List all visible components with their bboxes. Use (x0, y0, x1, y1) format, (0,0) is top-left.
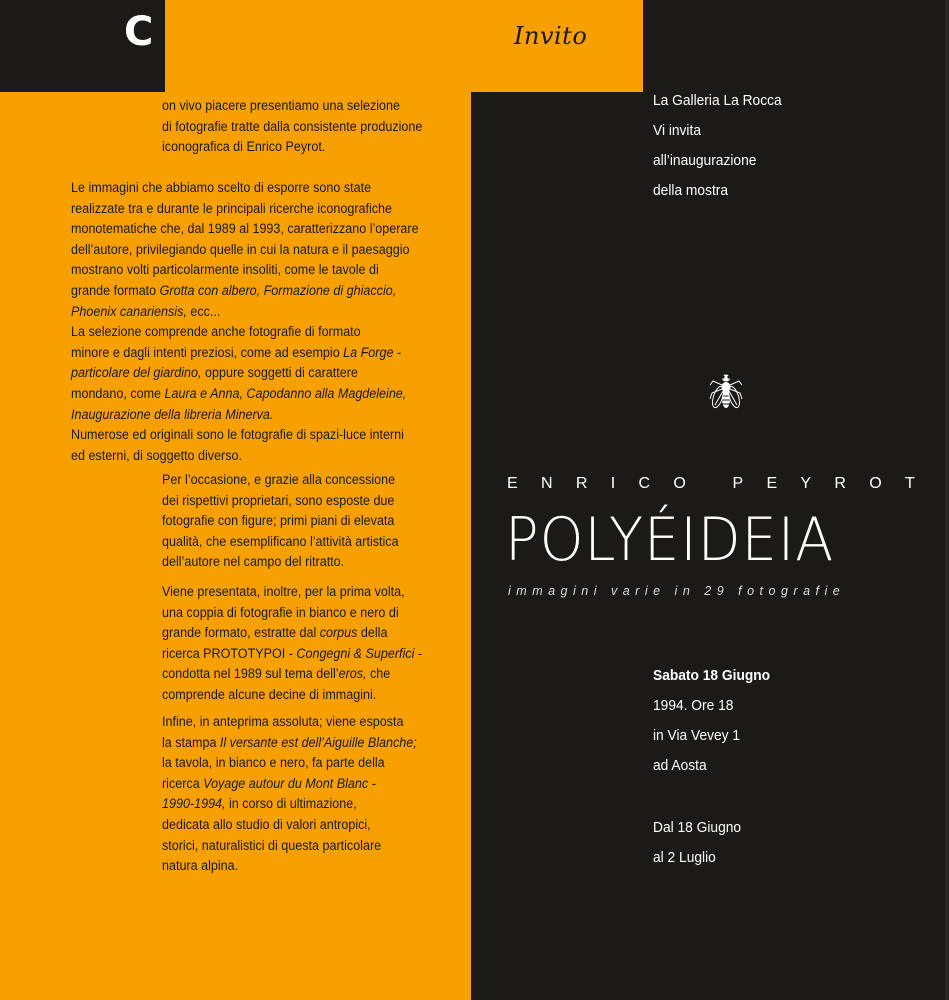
exhibition-title: POLYÉIDEIA (505, 505, 835, 575)
text-line: Le immagini che abbiamo scelto di esporre sono state (71, 180, 372, 195)
text-line: storici, naturalistici di questa particolare (162, 837, 382, 853)
invite-line: Vi invita (653, 123, 701, 139)
selection-paragraph (71, 178, 419, 466)
exhibition-subtitle: immagini varie in 29 fotografie (508, 584, 846, 598)
work-title: eros, (338, 666, 367, 682)
invite-line: all’inaugurazione (653, 153, 757, 169)
work-title: Congegni & Superfici (296, 645, 415, 661)
portrait-paragraph (162, 470, 399, 573)
text-line: dei rispettivi proprietari, sono esposte due (162, 492, 395, 508)
period-line: al 2 Luglio (653, 850, 716, 866)
text-line: ed esterni, di soggetto diverso. (71, 447, 242, 463)
page-edge (945, 0, 949, 1000)
author-letter: E (507, 475, 518, 492)
fly-icon (708, 371, 744, 413)
text-line (162, 774, 417, 795)
author-letter: I (610, 475, 616, 492)
author-letter: T (905, 475, 915, 492)
text-line (71, 343, 419, 364)
text-run: ricerca (162, 775, 204, 791)
text-line: Numerose ed originali sono le fotografie di spazi-luce interni (71, 427, 404, 443)
author-letter: O (869, 475, 882, 492)
text-run: - (414, 645, 423, 661)
author-letter: Y (800, 475, 812, 492)
event-line: ad Aosta (653, 758, 707, 774)
invite-line: La Galleria La Rocca (653, 93, 782, 109)
text-line: mostrano volti particolarmente insoliti, come le tavole di (71, 262, 379, 278)
text-line (71, 405, 419, 426)
text-run: che (366, 666, 391, 682)
preview-paragraph (162, 712, 417, 877)
work-title: Laura e Anna, Capodanno alla Magdeleine, (164, 385, 407, 401)
text-run: ricerca PROTOTYPOI - (162, 645, 297, 661)
text-line (162, 623, 422, 644)
text-line: monotematiche che, dal 1989 al 1993, caratterizzano l’operare (71, 221, 419, 237)
text-run: oppure soggetti di carattere (201, 365, 358, 381)
text-run: la stampa (162, 734, 220, 750)
text-line (71, 281, 419, 302)
text-line: fotografie con figure; primi piani di elevata (162, 513, 395, 529)
logo-letter: C (124, 9, 154, 55)
work-title: 1990-1994, (162, 796, 226, 812)
work-title: Phoenix canariensis, (71, 303, 187, 319)
text-line (162, 644, 422, 665)
text-line: Viene presentata, inoltre, per la prima volta, (162, 584, 405, 599)
exhibition-period (653, 813, 741, 873)
text-line (162, 794, 417, 815)
text-line: una coppia di fotografie in bianco e nero di (162, 604, 399, 620)
work-title: corpus (319, 625, 358, 641)
invite-label: Invito (514, 22, 588, 50)
work-title: particolare del giardino, (71, 365, 202, 381)
text-line: La selezione comprende anche fotografie di formato (71, 324, 361, 340)
text-line: comprende alcune decine di immagini. (162, 686, 377, 702)
text-run: condotta nel 1989 sul tema dell’ (162, 666, 339, 682)
text-line (71, 302, 419, 323)
text-line: natura alpina. (162, 858, 239, 874)
text-line: qualità, che esemplificano l’attività artistica (162, 533, 399, 549)
header-dark-block-right (643, 0, 949, 92)
author-letter: N (540, 475, 553, 492)
text-line: iconografica di Enrico Peyrot. (162, 139, 326, 155)
event-line: in Via Vevey 1 (653, 728, 741, 744)
author-letter: O (673, 475, 686, 492)
invite-line: della mostra (653, 183, 729, 199)
text-run: ecc... (186, 303, 221, 319)
text-run: della (357, 625, 388, 641)
text-line: Per l’occasione, e grazie alla concessione (162, 472, 396, 487)
text-line: dell’autore nel campo del ritratto. (162, 554, 345, 570)
text-line: realizzate tra e durante le principali ricerche iconografiche (71, 200, 393, 216)
period-line: Dal 18 Giugno (653, 820, 742, 836)
text-run: grande formato, estratte dal (162, 625, 320, 641)
author-letter: P (732, 475, 744, 492)
text-run: grande formato (71, 282, 160, 298)
text-line (162, 664, 422, 685)
text-line: dedicata allo studio di valori antropici, (162, 816, 371, 832)
invitation-block (653, 86, 782, 206)
author-letter: R (575, 475, 588, 492)
prototypoi-paragraph (162, 582, 422, 706)
text-line (71, 363, 419, 384)
text-line: Infine, in anteprima assoluta; viene esposta (162, 714, 404, 729)
text-line (71, 384, 419, 405)
work-title: Voyage autour du Mont Blanc - (203, 775, 376, 791)
text-line (162, 733, 417, 754)
text-line: la tavola, in bianco e nero, fa parte della (162, 755, 385, 771)
work-title: Inaugurazione della libreria Minerva. (71, 406, 274, 422)
work-title: Il versante est dell’Aiguille Blanche; (219, 734, 417, 750)
author-letter: R (834, 475, 846, 492)
event-details (653, 661, 770, 781)
text-run: in corso di ultimazione, (225, 796, 357, 812)
work-title: La Forge - (343, 344, 402, 360)
text-line: di fotografie tratte dalla consistente produzione (162, 118, 423, 134)
work-title: Grotta con albero, Formazione di ghiaccio, (159, 282, 397, 298)
event-line: 1994. Ore 18 (653, 698, 734, 714)
author-letter: E (766, 475, 778, 492)
author-name (507, 475, 915, 493)
text-run: minore e dagli intenti preziosi, come ad esempio (71, 344, 344, 360)
text-run: mondano, come (71, 385, 165, 401)
text-line: on vivo piacere presentiamo una selezione (162, 98, 401, 113)
author-letter: C (638, 475, 651, 492)
event-date: Sabato 18 Giugno (653, 668, 771, 684)
text-line: dell’autore, privilegiando quelle in cui la natura e il paesaggio (71, 241, 410, 257)
intro-paragraph (162, 96, 422, 158)
